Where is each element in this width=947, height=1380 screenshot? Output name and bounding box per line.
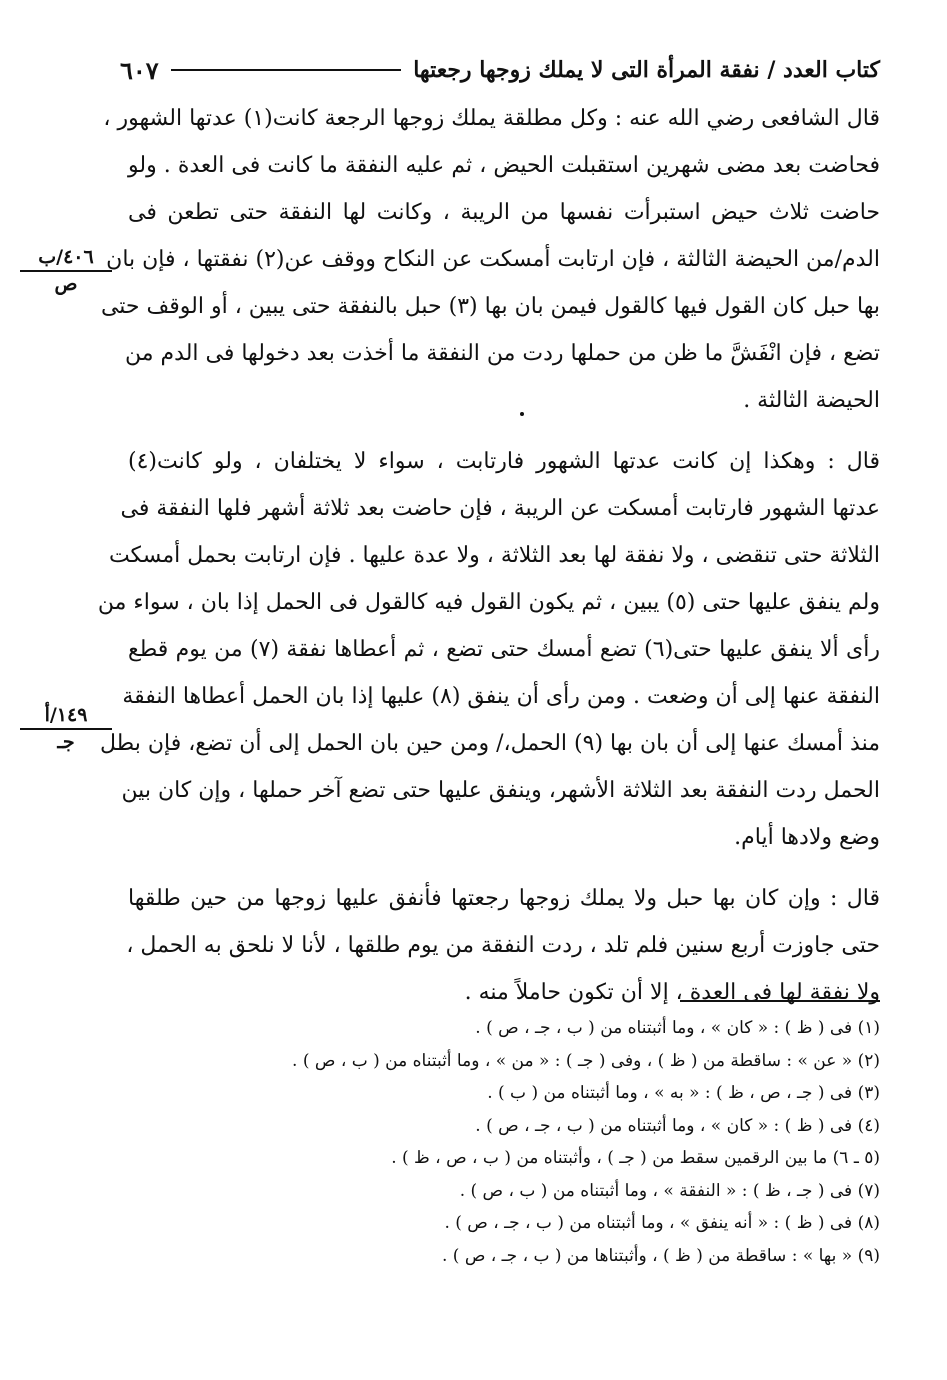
footnote-rule <box>680 1000 880 1002</box>
footnote: (٤) فى ( ظ ) : « كان » ، وما أثبتناه من ( ب ، جـ ، ص ) . <box>475 1115 880 1136</box>
text-line: قال الشافعى رضي الله عنه : وكل مطلقة يملك زوجها الرجعة كانت(١) عدتها الشهور ، <box>103 106 880 131</box>
text-line: وضع ولادها أيام. <box>734 825 880 850</box>
footnote: (١) فى ( ظ ) : « كان » ، وما أثبتناه من ( ب ، جـ ، ص ) . <box>475 1018 880 1038</box>
footnotes <box>128 1012 880 1272</box>
text-line: الحمل ردت النفقة بعد الثلاثة الأشهر، وينفق عليها حتى تضع آخر حملها ، وإن كان بين <box>121 778 880 803</box>
text-line: النفقة عنها إلى أن وضعت . ومن رأى أن ينفق (٨) عليها إذا بان الحمل أعطاها النفقة <box>122 684 880 709</box>
text-line: تضع ، فإن انْفَشَّ ما ظن من حملها ردت من النفقة ما أخذت بعد دخولها فى الدم من <box>125 341 880 366</box>
header-title: كتاب العدد / نفقة المرأة التى لا يملك زوجها رجعتها <box>413 57 880 83</box>
main-text <box>97 95 880 1030</box>
footnote: (٣) فى ( جـ ، ص ، ظ ) : « به » ، وما أثبتناه من ( ب ) . <box>487 1083 880 1103</box>
text-line: فحاضت بعد مضى شهرين استقبلت الحيض ، ثم عليه النفقة ما كانت فى العدة . ولو <box>128 153 880 178</box>
text-line: حتى جاوزت أربع سنين فلم تلد ، ردت النفقة من يوم طلقها ، لأنا لا نلحق به الحمل ، <box>126 933 880 958</box>
text-line: رأى ألا ينفق عليها حتى(٦) تضع أمسك حتى تضع ، ثم أعطاها نفقة (٧) من يوم قطع <box>128 637 880 662</box>
text-line: قال : وإن كان بها حبل ولا يملك زوجها رجعتها فأنفق عليها زوجها من حين طلقها <box>128 886 880 911</box>
text-line: ولا نفقة لها فى العدة ، إلا أن تكون حاملاً منه . <box>464 980 880 1005</box>
footnote: (٢) « عن » : ساقطة من ( ظ ) ، وفى ( جـ ) : « من » ، وما أثبتناه من ( ب ، ص ) . <box>292 1050 880 1071</box>
page-number: ٦٠٧ <box>120 55 159 85</box>
text-line: منذ أمسك عنها إلى أن بان بها (٩) الحمل،/ ومن حين بان الحمل إلى أن تضع، فإن بطل <box>100 731 880 756</box>
text-line: بها حبل كان القول فيها كالقول فيمن بان بها (٣) حبل بالنفقة حتى يبين ، أو الوقف حتى <box>100 294 880 319</box>
footnote: (٩) « بها » : ساقطة من ( ظ ) ، وأثبتناها من ( ب ، جـ ، ص ) . <box>441 1245 880 1266</box>
footnote: (٧) فى ( جـ ، ظ ) : « النفقة » ، وما أثبتناه من ( ب ، ص ) . <box>459 1180 880 1201</box>
text-line: الدم/من الحيضة الثالثة ، فإن ارتابت أمسكت عن النكاح ووقف عن(٢) نفقتها ، فإن بان <box>106 247 880 272</box>
running-header <box>120 50 880 90</box>
margin-note-manuscript-1: ٤٠٦/ب ص <box>20 246 112 295</box>
text-line: ولم ينفق عليها حتى (٥) يبين ، ثم يكون القول فيه كالقول فى الحمل إذا بان ، سواء من <box>97 590 880 615</box>
text-line: قال : وهكذا إن كانت عدتها الشهور فارتابت ، سواء لا يختلفان ، ولو كانت(٤) <box>128 449 880 474</box>
text-line: الثلاثة حتى تنقضى ، ولا نفقة لها بعد الثلاثة ، ولا عدة عليها . فإن ارتابت بحمل أمسكت <box>108 543 880 568</box>
text-line: عدتها الشهور فارتابت أمسكت عن الريبة ، فإن حاضت بعد ثلاثة أشهر فلها النفقة فى <box>120 496 880 521</box>
text-line: حاضت ثلاث حيض استبرأت نفسها من الريبة ، وكانت لها النفقة حتى تطعن فى <box>128 200 880 225</box>
footnote: (٥ ـ ٦) ما بين الرقمين سقط من ( جـ ) ، وأثبتناه من ( ب ، ص ، ظ ) . <box>391 1148 880 1168</box>
paragraph <box>100 95 880 424</box>
footnote: (٨) فى ( ظ ) : « أنه ينفق » ، وما أثبتناه من ( ب ، جـ ، ص ) . <box>444 1213 880 1233</box>
margin-note-manuscript-2: ١٤٩/أ جـ <box>20 704 112 753</box>
paragraph <box>97 438 880 861</box>
paragraph <box>128 875 880 1016</box>
text-line: الحيضة الثالثة . <box>743 388 880 413</box>
header-rule <box>171 69 402 71</box>
